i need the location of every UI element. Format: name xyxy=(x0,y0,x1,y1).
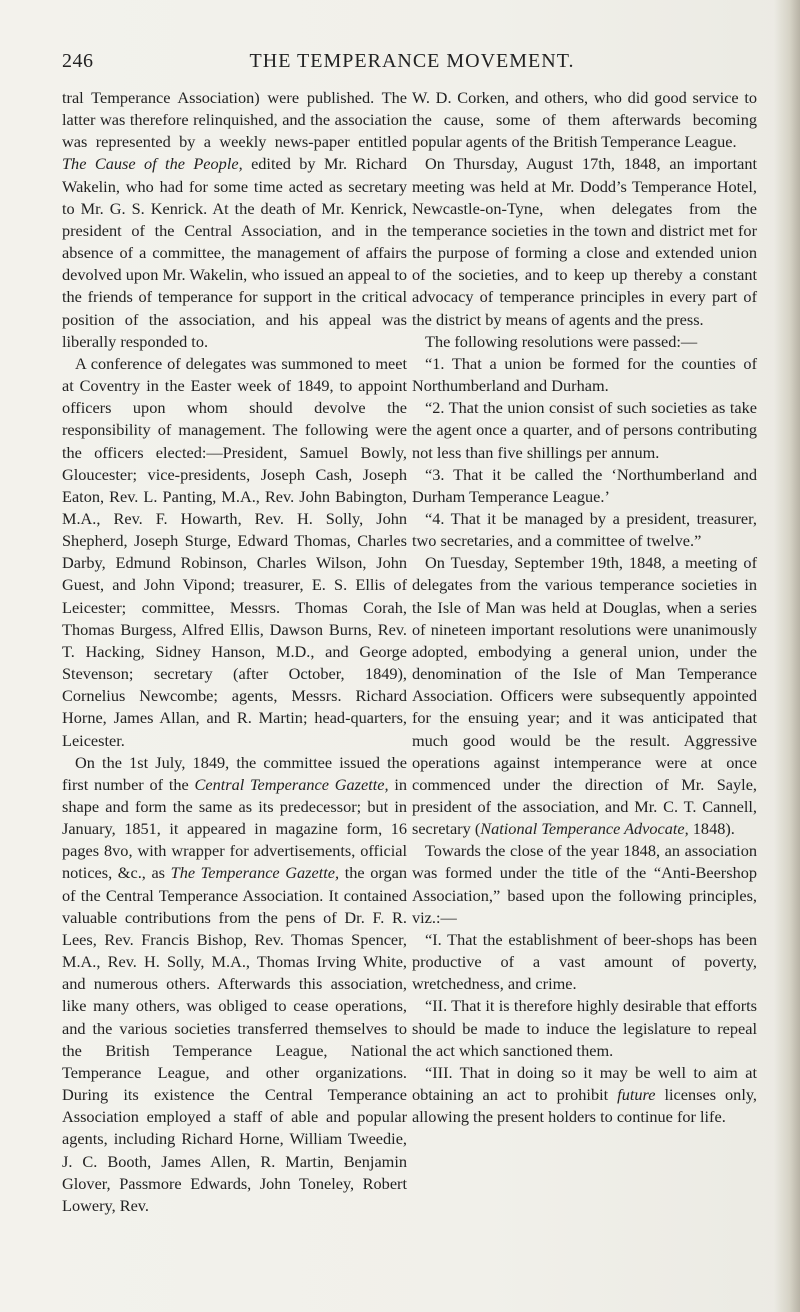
resolution-item: “1. That a union be formed for the counties of Northumberland and Durham. xyxy=(412,353,757,396)
page-header xyxy=(62,50,762,80)
left-column xyxy=(62,87,407,1217)
principle-item: “III. That in doing so it may be well to aim at obtaining an act to prohibit future licenses only, allowing the present holders to continue for life. xyxy=(412,1062,758,1127)
principle-item: “I. That the establishment of beer-shops has been productive of a vast amount of poverty, wretchedness, and crime. xyxy=(412,929,757,994)
paragraph: The following resolutions were passed:— xyxy=(425,331,698,351)
paragraph: On the 1st July, 1849, the committee issued the first number of the Central Temperance Gazette, in shape and form the same as its predecessor; but in January, 1851, it appeared in magazine form, 16 pages 8vo, with wrapper for advertisements, official notices, &c., as The Temperance Gazette, the organ of the Central Temperance Association. It contained valuable contributions from the pens of Dr. F. R. Lees, Rev. Francis Bishop, Rev. Thomas Spencer, M.A., Rev. H. Solly, M.A., Thomas Irving White, and numerous others. Afterwards this association, like many others, was obliged to cease operations, and the various societies transferred themselves to the British Temperance League, National Temperance League, and other organizations. During its existence the Central Temperance Association employed a staff of able and popular agents, including Richard Horne, William Tweedie, J. C. Booth, James Allen, R. Martin, Benjamin Glover, Passmore Edwards, John Toneley, Robert Lowery, Rev. xyxy=(62,752,407,1215)
newspaper-title: Central Temperance Gazette, xyxy=(194,774,389,794)
right-column xyxy=(412,87,757,1128)
page-number: 246 xyxy=(62,50,94,72)
paragraph: On Thursday, August 17th, 1848, an important meeting was held at Mr. Dodd’s Temperance Hotel, Newcastle-on-Tyne, when delegates from the temperance societies in the town and district met for the purpose of forming a close and extended union of the societies, and to keep up thereby a constant advocacy of temperance principles in every part of the district by means of agents and the press. xyxy=(412,154,757,329)
resolution-item: “3. That it be called the ‘Northumberland and Durham Temperance League.’ xyxy=(412,464,757,506)
paragraph: A conference of delegates was summoned to meet at Coventry in the Easter week of 1849, to appoint officers upon whom should devolve the responsibility of management. The following were the officers elected:—President, Samuel Bowly, Gloucester; vice-presidents, Joseph Cash, Joseph Eaton, Rev. L. Panting, M.A., Rev. John Babington, M.A., Rev. F. Howarth, Rev. H. Solly, John Shepherd, Joseph Sturge, Edward Thomas, Charles Darby, Edmund Robinson, Charles Wilson, John Guest, and John Vipond; treasurer, E. S. Ellis of Leicester; committee, Messrs. Thomas Corah, Thomas Burgess, Alfred Ellis, Dawson Burns, Rev. T. Hacking, Sidney Hanson, M.D., and George Stevenson; secretary (after October, 1849), Cornelius Newcombe; agents, Messrs. Richard Horne, James Allan, and R. Martin; head-quarters, Leicester. xyxy=(62,353,407,750)
paragraph: tral Temperance Association) were published. The latter was therefore relinquished, and the association was represented by a weekly news-paper entitled The Cause of the People, edited by Mr. Richard Wakelin, who had for some time acted as secretary to Mr. G. S. Kenrick. At the death of Mr. Kenrick, president of the Central Association, and in the absence of a committee, the management of affairs devolved upon Mr. Wakelin, who issued an appeal to the friends of temperance for support in the critical position of the association, and his appeal was liberally responded to. xyxy=(62,88,407,351)
newspaper-title: The Cause of the People, xyxy=(62,154,243,174)
resolution-item: “2. That the union consist of such societies as take the agent once a quarter, and of persons contributing not less than five shillings per annum. xyxy=(412,398,757,462)
emphasis: future xyxy=(617,1085,656,1105)
running-head: THE TEMPERANCE MOVEMENT. xyxy=(249,50,575,72)
resolution-item: “4. That it be managed by a president, treasurer, two secretaries, and a committee of twelve.” xyxy=(412,508,757,551)
newspaper-title: The Temperance Gazette, xyxy=(170,863,340,883)
paragraph: On Tuesday, September 19th, 1848, a meeting of delegates from the various temperance societies in the Isle of Man was held at Douglas, when a series of nineteen important resolutions were unanimously adopted, embodying a general union, under the denomination of the Isle of Man Temperance Association. Officers were subsequently appointed for the ensuing year; and it was anticipated that much good would be the result. Aggressive operations against intemperance were at once commenced under the direction of Mr. Sayle, president of the association, and Mr. C. T. Cannell, secretary (National Temperance Advocate, 1848). xyxy=(412,553,757,839)
paragraph: Towards the close of the year 1848, an association was formed under the title of the “Anti-Beershop Association,” based upon the following principles, viz.:— xyxy=(412,841,757,927)
paragraph: W. D. Corken, and others, who did good service to the cause, some of them afterwards becoming popular agents of the British Temperance League. xyxy=(412,88,757,152)
principle-item: “II. That it is therefore highly desirable that efforts should be made to induce the legislature to repeal the act which sanctioned them. xyxy=(412,996,757,1060)
newspaper-title: National Temperance Advocate, xyxy=(480,819,689,839)
page-edge-shadow xyxy=(774,0,800,1312)
